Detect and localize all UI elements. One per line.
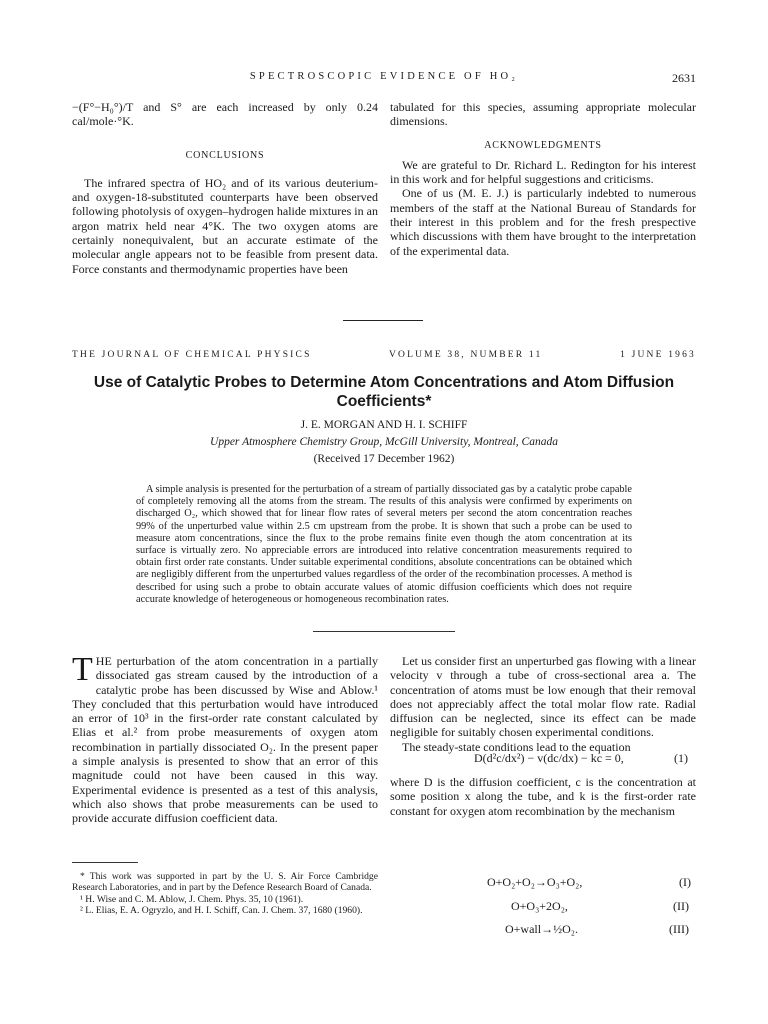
abstract: A simple analysis is presented for the perturbation of a stream of partially dissociated gas by a catalytic probe capable of completely removing all the atoms from the stream. The results of this analysis were confirmed by experiments on discharged O₂, which showed that for linear flow rates of several meters per second the atom concentration reaches 99% of the unperturbed value within 2.5 cm upstream from the probe. It is shown that such a probe can be used to measure atom concentrations, since the flux to the probe remains finite even though the atom concentration at its surface is virtually zero. No appreciable errors are introduced into relative concentration measurements required to obtain first order rate constants. Under suitable experimental conditions, absolute concentrations can be obtained which are negligibly different from the unperturbed values regardless of the order of the recombination processes. A method is described for using such a probe to obtain accurate values of atomic diffusion coefficients which does not require accurate knowledge of heterogeneous or homogeneous recombination rates. [136,484,632,605]
acknowledgments-paragraph-2: One of us (M. E. J.) is particularly indebted to numerous members of the staff at the National Bureau of Standards for their interest in this problem and for the fresh prespective which discussions with them have brought to the interpretation of the experimental data. [390,186,696,258]
article-title: Use of Catalytic Probes to Determine Atom Concentrations and Atom Diffusion Coefficients* [93,374,675,410]
body-paragraph-3: where D is the diffusion coefficient, c is the concentration at some position x along the tube, and k is the first-order rate constant for oxygen atom recombination by the mechanism [390,775,696,818]
article-authors: J. E. MORGAN AND H. I. SCHIFF [300,419,468,431]
introduction-text: HE perturbation of the atom concentration in a partially dissociated gas stream caused by the introduction of a catalytic probe has been discussed by Wise and Ablow.¹ They concluded that this perturbation would have introduced an error of 10³ in the first-order rate constant calculated by Elias et al.² from probe measurements of oxygen atom recombination in partially dissociated O₂. In the present paper a simple analysis is presented to show that an error of this magnitude could not have been caused in this way. Experimental evidence is presented as a test of this analysis, which also shows that probe measurements can be used to provide accurate diffusion coefficient data. [72,654,378,826]
reaction-2: O+O₃+2O₂, [511,899,568,913]
reaction-3: O+wall→½O₂. [505,922,578,936]
received-date: (Received 17 December 1962) [313,453,455,465]
article-separator-rule [343,320,423,321]
footnotes [72,871,378,917]
introduction-paragraph [72,651,378,826]
article-affiliation: Upper Atmosphere Chemistry Group, McGill University, Montreal, Canada [210,436,558,448]
body-right-column-continued [390,775,696,818]
body-paragraph-1: Let us consider first an unperturbed gas flowing with a linear velocity v through a tube of cross-sectional area a. The concentration of atoms must be low enough that their removal does not appreciably affect the total molar flow rate. Radial diffusion can be neglected, since its effect can be made negligible for suitably chosen experimental conditions. [390,654,696,740]
footnote-1: ¹ H. Wise and C. M. Ablow, J. Chem. Phys. 35, 10 (1961). [80,893,304,905]
acknowledgments-paragraph-1: We are grateful to Dr. Richard L. Redington for his interest in this work and for helpful suggestions and criticisms. [390,157,696,187]
equation-1-number: (1) [674,751,688,765]
body-paragraph-2: The steady-state conditions lead to the equation [402,739,631,754]
running-head [72,71,696,87]
body-left-column [72,651,378,826]
acknowledgments-heading: ACKNOWLEDGMENTS [484,139,602,151]
footnote-2: ² L. Elias, E. A. Ogryzlo, and H. I. Schiff, Can. J. Chem. 37, 1680 (1960). [80,905,363,917]
prev-article-right-text: tabulated for this species, assuming appropriate molecular dimensions. [390,100,696,129]
reaction-2-number: (II) [673,899,689,913]
prev-article-left-column [72,100,378,276]
reaction-1: O+O₂+O₂→O₃+O₂, [487,875,583,889]
equation-1: D(d²c/dx²) − v(dc/dx) − kc = 0, [474,751,624,765]
reaction-3-number: (III) [669,922,689,936]
prev-article-left-text: −(F°−H₀°)/T and S° are each increased by only 0.24 cal/mole·°K. [72,100,378,129]
journal-date: 1 JUNE 1963 [620,350,696,360]
journal-name: THE JOURNAL OF CHEMICAL PHYSICS [72,350,312,360]
conclusions-heading: CONCLUSIONS [185,149,265,161]
abstract-separator-rule [313,631,455,632]
conclusions-paragraph: The infrared spectra of HO₂ and of its various deuterium- and oxygen-18-substituted counterparts have been observed following photolysis of oxygen–hydrogen halide mixtures in an argon matrix held near 4°K. The two oxygen atoms are certainly nonequivalent, but an accurate estimate of the molecular angle appears not to be feasible from present data. Force constants and thermodynamic properties have been [72,175,378,276]
journal-volume: VOLUME 38, NUMBER 11 [389,350,543,360]
page-number: 2631 [672,71,696,85]
footnote-rule [72,862,138,863]
reaction-1-number: (I) [679,875,691,889]
prev-article-right-column [390,100,696,258]
footnote-funding: * This work was supported in part by the U. S. Air Force Cambridge Research Laboratories, and in part by the Defence Research Board of Canada. [72,871,378,894]
running-title: SPECTROSCOPIC EVIDENCE OF HO₂ [249,71,519,82]
drop-cap: T [72,651,93,688]
body-right-column [390,654,696,754]
